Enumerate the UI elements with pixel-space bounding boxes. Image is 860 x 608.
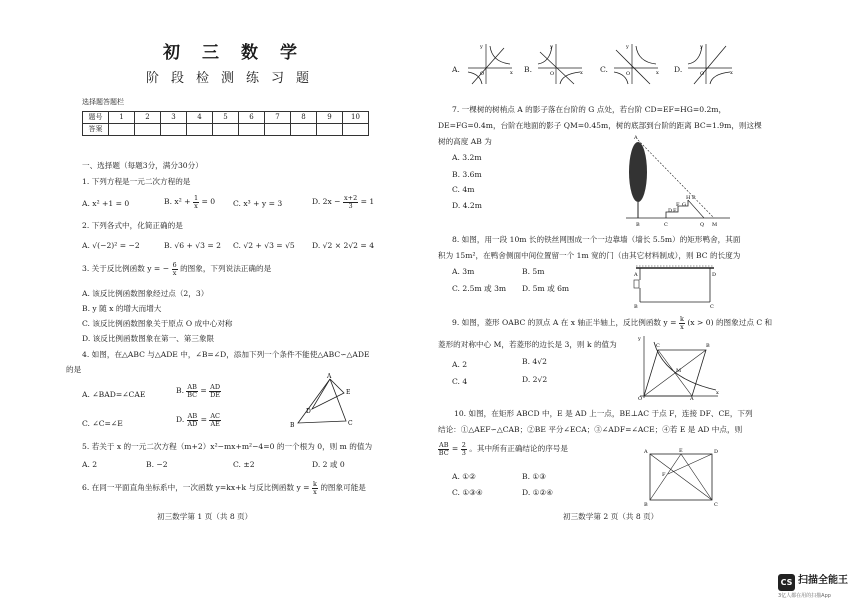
stem-text: 的图象可能是 <box>320 483 366 492</box>
figure-label: G <box>682 202 686 208</box>
figure-label: M <box>676 368 682 374</box>
figure-label: E <box>679 448 683 454</box>
answer-cell[interactable] <box>135 124 161 136</box>
stem-text: 3. 关于反比例函数 y = − <box>82 264 170 273</box>
figure-label: P <box>692 195 696 201</box>
fraction-denominator: AD <box>187 419 198 428</box>
answer-table-number: 9 <box>317 112 343 124</box>
fraction-numerator: k <box>679 315 684 323</box>
figure-label: C <box>656 343 660 349</box>
figure-label: x <box>716 390 719 396</box>
fraction-denominator: BC <box>438 448 449 457</box>
question-7-option-a: A. 3.2m <box>452 153 482 162</box>
question-4-stem: 4. 如图，在△ABC 与△ADE 中，∠B=∠D，添加下列一个条件不能使△ABC∽△ADE <box>82 350 370 359</box>
fraction-denominator: x <box>313 487 317 496</box>
axis-label: x <box>730 70 733 76</box>
answer-table <box>82 111 369 136</box>
question-3-option-a: A. 该反比例函数图象经过点（2，3） <box>82 289 209 298</box>
fraction-numerator: AB <box>187 383 197 391</box>
axis-label: O <box>626 71 631 77</box>
fraction-denominator: 3 <box>348 201 353 210</box>
figure-label: O <box>638 396 643 402</box>
figure-label: A <box>634 135 638 141</box>
question-2-option-c: C. √2 + √3 = √5 <box>233 241 295 250</box>
fraction <box>461 442 467 456</box>
question-7-figure <box>626 136 736 228</box>
question-8-option-a: A. 3m <box>452 267 475 276</box>
fraction <box>679 316 685 330</box>
page-title: 初三数学 <box>163 43 319 63</box>
answer-cell[interactable] <box>291 124 317 136</box>
answer-cell[interactable] <box>317 124 343 136</box>
answer-table-number: 1 <box>109 112 135 124</box>
figure-label: B <box>290 422 295 429</box>
answer-cell[interactable] <box>343 124 369 136</box>
option-text: D. 2x − <box>312 197 341 206</box>
answer-table-number: 6 <box>239 112 265 124</box>
question-3-option-c: C. 该反比例函数图象关于原点 O 成中心对称 <box>82 319 233 328</box>
question-3-option-b: B. y 随 x 的增大而增大 <box>82 304 162 313</box>
question-10-option-a: A. ①② <box>452 472 476 481</box>
question-1-stem: 1. 下列方程是一元二次方程的是 <box>82 177 191 186</box>
fraction-numerator: AC <box>210 412 221 420</box>
watermark-subtitle: 3亿人都在用的扫描App <box>778 593 831 599</box>
question-10-option-c: C. ①③④ <box>452 488 483 497</box>
option-text: = <box>200 386 207 395</box>
fraction <box>193 195 199 209</box>
question-6-graph-d <box>684 42 734 86</box>
axis-label: O <box>550 71 555 77</box>
fraction-denominator: x <box>680 322 684 331</box>
answer-table-number: 7 <box>265 112 291 124</box>
option-text: = <box>200 415 207 424</box>
option-text: B. x² + <box>164 197 191 206</box>
figure-label: A <box>327 373 332 380</box>
question-9-option-b: B. 4√2 <box>522 357 547 366</box>
question-8-line-1: 8. 如图，用一段 10m 长的铁丝网围成一个一边靠墙（墙长 5.5m）的矩形鸭舍，其面 <box>452 235 741 244</box>
question-9-option-a: A. 2 <box>452 360 468 369</box>
fraction-denominator: x <box>194 201 198 210</box>
answer-table-number: 4 <box>187 112 213 124</box>
question-2-stem: 2. 下列各式中，化简正确的是 <box>82 221 183 230</box>
answer-cell[interactable] <box>161 124 187 136</box>
question-8-figure <box>630 260 720 310</box>
axis-label: y <box>626 44 629 50</box>
fraction <box>187 413 198 427</box>
question-6-option-b: B. <box>524 65 532 74</box>
fraction-numerator: AB <box>439 441 449 449</box>
question-8-line-2: 积为 15m²，在鸭舍侧面中间位置留一个 1m 宽的门（由其它材料制成），则 BC 的长度为 <box>438 251 741 260</box>
question-8-option-c: C. 2.5m 或 3m <box>452 284 507 293</box>
figure-label: E <box>673 208 677 214</box>
fraction-denominator: 3 <box>461 448 466 457</box>
fraction-denominator: AE <box>210 419 220 428</box>
question-10-line-1: 10. 如图，在矩形 ABCD 中，E 是 AD 上一点，BE⊥AC 于点 F，连接 DF、CE，下列 <box>454 409 753 418</box>
figure-label: B <box>644 502 648 508</box>
question-8-option-b: B. 5m <box>522 267 545 276</box>
figure-label: D <box>712 272 717 278</box>
watermark-name: 扫描全能王 <box>798 575 848 586</box>
question-5-option-c: C. ±2 <box>233 460 255 469</box>
answer-cell[interactable] <box>239 124 265 136</box>
answer-table-number: 2 <box>135 112 161 124</box>
question-9-line-1 <box>452 316 772 330</box>
option-text: B. <box>176 386 184 395</box>
question-8-option-d: D. 5m 或 6m <box>522 284 570 293</box>
answer-table-number: 3 <box>161 112 187 124</box>
figure-label: M <box>712 222 718 228</box>
fraction <box>438 442 449 456</box>
question-5-option-b: B. −2 <box>146 460 168 469</box>
figure-label: C <box>710 304 714 310</box>
fraction-numerator: AD <box>210 383 221 391</box>
fraction-numerator: k <box>312 480 317 488</box>
figure-label: B <box>634 304 638 310</box>
axis-label: y <box>550 44 553 50</box>
axis-label: y <box>480 44 483 50</box>
stem-text: 9. 如图，菱形 OABC 的顶点 A 在 x 轴正半轴上，反比例函数 y = <box>452 318 677 327</box>
fraction <box>172 262 178 276</box>
answer-cell[interactable] <box>109 124 135 136</box>
question-10-line-2: 结论：①△AEF∽△CAB；②BE 平分∠ECA；③∠ADF=∠ACE；④若 E 是 AD 中点，则 <box>438 425 743 434</box>
question-5-stem: 5. 若关于 x 的一元二次方程（m+2）x²−mx+m²−4=0 的一个根为 0，则 m 的值为 <box>82 442 373 451</box>
fraction-denominator: BC <box>187 390 198 399</box>
page-footer-right: 初三数学第 2 页（共 8 页） <box>563 512 659 521</box>
figure-label: D <box>714 449 719 455</box>
figure-label: E <box>346 389 351 396</box>
fraction-numerator: x+2 <box>343 194 358 202</box>
question-10-option-b: B. ①③ <box>522 472 547 481</box>
question-1-option-d <box>312 195 374 209</box>
axis-label: y <box>700 44 703 50</box>
question-7-line-2: DE=FG=0.4m，台阶在地面的影子 QM=0.45m，树的底部到台阶的距离 BC=1.9m，则这棵 <box>438 121 762 130</box>
axis-label: O <box>480 71 485 77</box>
fraction <box>209 413 221 427</box>
question-4-option-a: A. ∠BAD=∠CAE <box>82 390 146 399</box>
question-4-option-c: C. ∠C=∠E <box>82 419 123 428</box>
section-heading: 一、选择题（每题3分，满分30分） <box>82 161 203 170</box>
figure-label: C <box>714 502 718 508</box>
answer-cell[interactable] <box>187 124 213 136</box>
camscanner-logo-icon: CS <box>778 574 795 591</box>
figure-label: Q <box>700 222 705 228</box>
question-5-option-a: A. 2 <box>82 460 98 469</box>
axis-label: x <box>580 70 583 76</box>
question-9-figure <box>630 334 722 400</box>
fraction-numerator: 6 <box>172 261 177 269</box>
question-4-option-d <box>176 413 221 427</box>
answer-cell[interactable] <box>265 124 291 136</box>
figure-label: H <box>686 195 691 201</box>
question-7-option-c: C. 4m <box>452 185 475 194</box>
answer-table-row-answers <box>83 124 369 136</box>
question-6-graph-b <box>534 42 584 86</box>
question-3-stem <box>82 262 271 276</box>
question-7-line-3: 树的高度 AB 为 <box>438 137 492 146</box>
question-7-option-d: D. 4.2m <box>452 201 482 210</box>
question-4-option-b <box>176 384 221 398</box>
axis-label: x <box>510 70 513 76</box>
fraction-numerator: 1 <box>193 194 199 202</box>
question-2-option-d: D. √2 × 2√2 = 4 <box>312 241 375 250</box>
question-5-option-d: D. 2 或 0 <box>312 460 345 469</box>
question-1-option-b <box>164 195 215 209</box>
option-text: = 1 <box>360 197 375 206</box>
question-10-line-3 <box>438 442 568 456</box>
answer-cell[interactable] <box>213 124 239 136</box>
figure-label: D <box>306 408 311 415</box>
stem-text: 6. 在同一平面直角坐标系中，一次函数 y=kx+k 与反比例函数 y = <box>82 483 310 492</box>
question-6-graph-a <box>464 42 514 86</box>
figure-label: C <box>664 222 668 228</box>
question-1-option-c: C. x³ + y = 3 <box>233 199 283 208</box>
page-subtitle: 阶段检测练习题 <box>146 71 322 86</box>
axis-label: x <box>656 70 659 76</box>
figure-label: y <box>638 336 641 342</box>
question-7-line-1: 7. 一棵树的树梢点 A 的影子落在台阶的 G 点处，若台阶 CD=EF=HG=0.2m， <box>452 105 727 114</box>
question-2-option-a: A. √(−2)² = −2 <box>82 241 140 250</box>
question-9-option-c: C. 4 <box>452 377 468 386</box>
fraction <box>209 384 221 398</box>
stem-text: 的图象，下列说法正确的是 <box>180 264 272 273</box>
question-3-option-d: D. 该反比例函数图象在第一、第三象限 <box>82 334 215 343</box>
question-6-option-d: D. <box>674 65 683 74</box>
question-2-option-b: B. √6 + √3 = 2 <box>164 241 221 250</box>
question-6-option-a: A. <box>452 65 460 74</box>
fraction <box>312 481 318 495</box>
figure-label: F <box>676 202 680 208</box>
fraction-numerator: AB <box>187 412 198 420</box>
figure-label: C <box>348 420 353 427</box>
stem-text: 。其中所有正确结论的序号是 <box>469 444 568 453</box>
figure-label: B <box>706 343 710 349</box>
fraction-numerator: 2 <box>461 441 466 449</box>
figure-label: D <box>668 208 673 214</box>
answer-table-number: 5 <box>213 112 239 124</box>
fraction <box>186 384 197 398</box>
figure-label: B <box>636 222 640 228</box>
answer-table-header: 题号 <box>83 112 109 124</box>
fraction-denominator: x <box>172 268 177 277</box>
right-page <box>430 0 860 608</box>
answer-table-number: 10 <box>343 112 369 124</box>
question-4-figure <box>290 373 360 433</box>
question-1-option-a: A. x² +1 = 0 <box>82 199 130 208</box>
figure-label: F <box>662 472 666 478</box>
answer-table-label: 选择题答题栏 <box>82 98 124 106</box>
option-text: = 0 <box>201 197 216 206</box>
question-6-graph-c <box>610 42 660 86</box>
figure-label: A <box>644 449 648 455</box>
question-4-stem-continued: 的是 <box>66 365 82 374</box>
question-10-option-d: D. ①②④ <box>522 488 554 497</box>
fraction-denominator: DE <box>210 390 221 399</box>
fraction <box>343 195 358 209</box>
stem-text: = <box>451 444 459 453</box>
axis-label: O <box>700 71 705 77</box>
question-9-option-d: D. 2√2 <box>522 375 548 384</box>
option-text: D. <box>176 415 185 424</box>
question-9-line-2: 菱形的对称中心 M，若菱形的边长是 3，则 k 的值为 <box>438 340 617 349</box>
figure-label: A <box>634 272 638 278</box>
question-6-option-c: C. <box>600 65 608 74</box>
question-6-stem <box>82 481 366 495</box>
page-footer-left: 初三数学第 1 页（共 8 页） <box>157 512 253 521</box>
answer-table-number: 8 <box>291 112 317 124</box>
question-10-figure <box>644 446 720 508</box>
question-7-option-b: B. 3.6m <box>452 170 482 179</box>
stem-text: (x > 0) 的图象过点 C 和 <box>687 318 773 327</box>
answer-table-row-numbers <box>83 112 369 124</box>
figure-label: A <box>690 396 694 402</box>
answer-table-header: 答案 <box>83 124 109 136</box>
